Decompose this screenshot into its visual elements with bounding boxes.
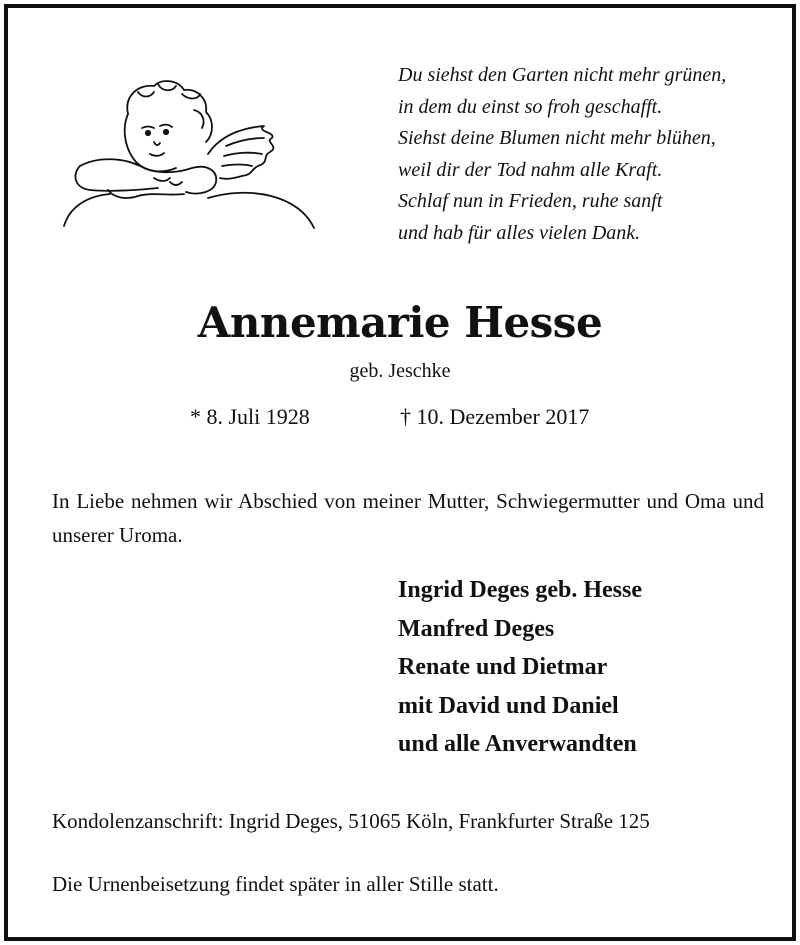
- poem: [398, 60, 778, 249]
- obituary-notice: [4, 4, 796, 941]
- cherub-icon: [58, 70, 320, 236]
- poem-line: und hab für alles vielen Dank.: [398, 221, 641, 244]
- mourner-name: Ingrid Deges geb. Hesse: [398, 577, 642, 603]
- condolence-address: Kondolenzanschrift: Ingrid Deges, 51065 Köln, Frankfurter Straße 125: [52, 809, 650, 833]
- poem-line: weil dir der Tod nahm alle Kraft.: [398, 158, 663, 181]
- mourners-list: [398, 571, 642, 764]
- poem-line: Siehst deine Blumen nicht mehr blühen,: [398, 127, 716, 149]
- poem-line: Du siehst den Garten nicht mehr grünen,: [398, 64, 727, 86]
- burial-note: Die Urnenbeisetzung findet später in aller Stille statt.: [52, 872, 499, 896]
- maiden-name: geb. Jeschke: [349, 360, 451, 382]
- mourner-name: Manfred Deges: [398, 615, 555, 642]
- deceased-name: Annemarie Hesse: [197, 298, 603, 347]
- mourner-name: und alle Anverwandten: [398, 731, 637, 757]
- mourner-name: Renate und Dietmar: [398, 654, 608, 680]
- death-date: † 10. Dezember 2017: [400, 404, 590, 429]
- poem-line: in dem du einst so froh geschafft.: [398, 95, 663, 118]
- birth-date: * 8. Juli 1928: [190, 404, 310, 429]
- farewell-text: In Liebe nehmen wir Abschied von meiner Mutter, Schwiegermutter und Oma und unserer Uroma.: [52, 489, 764, 547]
- poem-line: Schlaf nun in Frieden, ruhe sanft: [398, 190, 663, 212]
- mourner-name: mit David und Daniel: [398, 692, 619, 719]
